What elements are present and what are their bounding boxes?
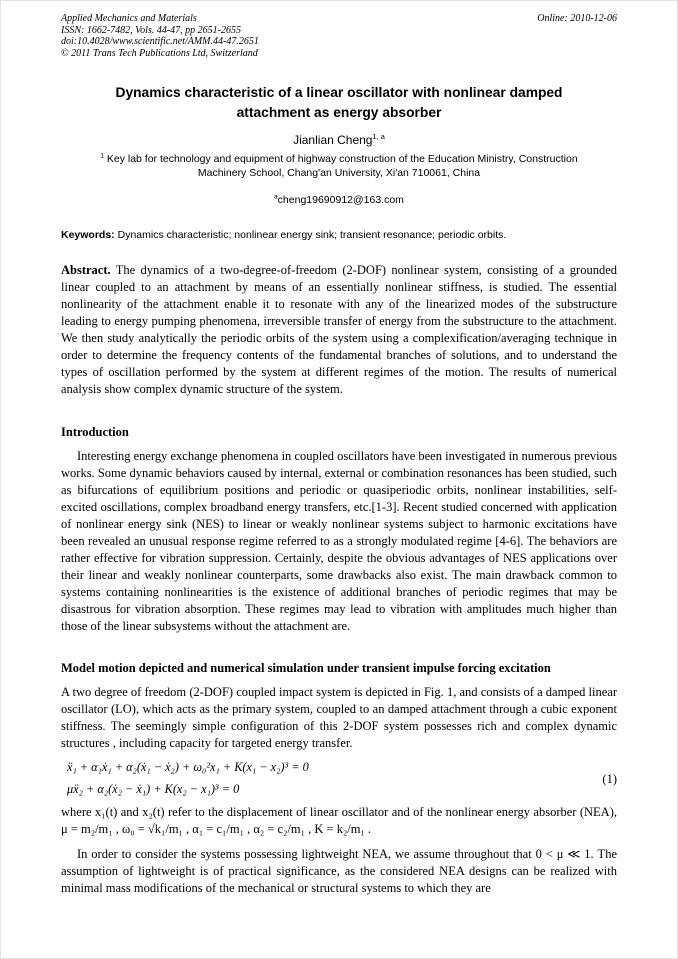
equation-block	[67, 757, 617, 801]
issn-line: ISSN: 1662-7482, Vols. 44-47, pp 2651-2655	[61, 24, 241, 36]
affiliation-superscript: 1	[100, 152, 104, 160]
equation-line-1: ẍ₁ + α₁ẋ₁ + α₂(ẋ₁ − ẋ₂) + ω₀²x₁ + K(x₁ − x₂)³ = 0	[67, 760, 309, 775]
affiliation-text: Key lab for technology and equipment of highway construction of the Education Ministry, Construction Machinery School, Chang'an University, Xi'an 710061, China	[103, 153, 578, 180]
keywords-label: Keywords:	[61, 228, 115, 241]
journal-name: Applied Mechanics and Materials	[61, 13, 197, 24]
abstract-paragraph	[61, 262, 617, 398]
journal-info	[61, 13, 259, 59]
email-address: cheng19690912@163.com	[277, 193, 404, 206]
journal-header	[61, 13, 617, 59]
introduction-heading: Introduction	[61, 424, 129, 439]
equation-line-2: μẍ₂ + α₂(ẋ₂ − ẋ₁) + K(x₂ − x₁)³ = 0	[67, 782, 240, 797]
model-section-heading: Model motion depicted and numerical simulation under transient impulse forcing excitation	[61, 661, 551, 676]
keywords-text: Dynamics characteristic; nonlinear energy sink; transient resonance; periodic orbits.	[114, 228, 507, 241]
doi-line: doi:10.4028/www.scientific.net/AMM.44-47.2651	[61, 36, 259, 48]
where-paragraph: where x₁(t) and x₂(t) refer to the displacement of linear oscillator and of the nonlinear energy absorber (NEA), μ = m₂/m₁ , ω₀ = √k₁/m₁ , α₁ = c₁/m₁ , α₂ = c₂/m₁ , K = k₂/m₁ .	[61, 805, 617, 837]
affiliation-line	[77, 153, 601, 180]
closing-paragraph: In order to consider the systems possessing lightweight NEA, we assume throughout that 0 < μ ≪ 1. The assumption of lightweight is of practical significance, as the considered NEA designs can be realized with minimal mass modifications of the mechanical or structural systems to which they are	[61, 847, 617, 896]
paper-title: Dynamics characteristic of a linear oscillator with nonlinear damped attachment as energy absorber	[115, 85, 563, 121]
equation-lines	[67, 757, 309, 801]
author-superscript: 1, a	[372, 132, 385, 142]
keywords-line	[61, 228, 617, 242]
introduction-paragraph: Interesting energy exchange phenomena in coupled oscillators have been investigated in numerous previous works. Some dynamic behaviors caused by internal, external or combination resonances has been studied, such as bifurcations of equilibrium positions and periodic or quasiperiodic orbits, nonlinear instabilities, self-excited oscillations, complex broadband energy transfers, etc.[1-3]. Recent studied concerned with application of nonlinear energy sink (NES) to linear or weakly nonlinear systems subject to harmonic excitations have been revealed an unusual response regime referred to as a strongly modulated regime [4-6]. The behaviors are rather effective for vibration suppression. Certainly, despite the obvious advantages of NES applications over their linear and weakly nonlinear counterparts, some drawbacks also exist. The main drawback common to systems containing nonlinearities is the existence of additional branches of periodic regimes that may be disastrous for vibration absorption. These regimes may lead to vibration with amplitudes much higher than those of the linear subsystems without the attachment are.	[61, 449, 617, 634]
email-superscript: a	[274, 193, 278, 201]
email-line	[61, 194, 617, 206]
abstract-text: The dynamics of a two-degree-of-freedom (2-DOF) nonlinear system, consisting of a grounded linear coupled to an attachment by means of an essentially nonlinear stiffness, is studied. The essential nonlinearity of the attachment enable it to resonate with any of the linearized modes of the substructure leading to energy pumping phenomena, irreversible transfer of energy from the substructure to the attachment. We then study analytically the periodic orbits of the system using a complexification/averaging technique in order to determine the frequency contents of the fundamental branches of solutions, and to understand the types of oscillation performed by the system at different regimes of the motion. The results of numerical analysis show complex dynamic structure of the system.	[61, 262, 617, 396]
equation-number: (1)	[602, 771, 617, 786]
author-name: Jianlian Cheng	[293, 133, 373, 148]
model-paragraph: A two degree of freedom (2-DOF) coupled impact system is depicted in Fig. 1, and consists of a damped linear oscillator (LO), which acts as the primary system, coupled to an damped attachment through a cubic exponent stiffness. The seemingly simple configuration of this 2-DOF system possesses rich and complex dynamic structures , including capacity for targeted energy transfer.	[61, 685, 617, 751]
copyright-line: © 2011 Trans Tech Publications Ltd, Switzerland	[61, 47, 258, 59]
author-line	[61, 133, 617, 147]
online-date: Online: 2010-12-06	[537, 13, 617, 24]
abstract-label: Abstract.	[61, 262, 111, 277]
